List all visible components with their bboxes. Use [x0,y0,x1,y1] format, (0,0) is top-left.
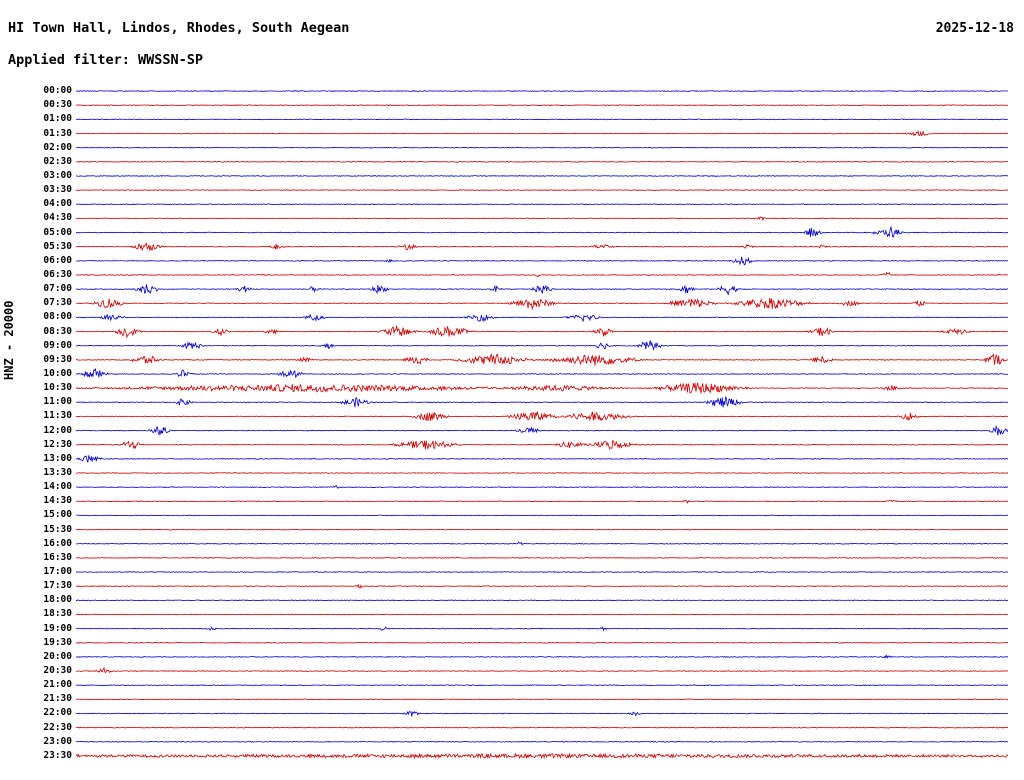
time-tick-label: 00:00 [43,85,72,97]
time-tick-label: 13:00 [43,452,72,464]
time-tick-label: 05:30 [43,240,72,252]
trace-line [76,204,1008,205]
time-tick-label: 10:30 [43,382,72,394]
time-tick-label: 14:00 [43,481,72,493]
time-tick-label: 16:00 [43,537,72,549]
trace-line [76,500,1008,503]
time-tick-label: 21:30 [43,693,72,705]
trace-line [76,298,1008,309]
time-tick-label: 07:00 [43,283,72,295]
trace-line [76,426,1008,435]
time-tick-label: 13:30 [43,467,72,478]
time-tick-label: 21:00 [43,679,72,691]
time-tick-label: 16:30 [43,551,72,563]
trace-line [76,161,1008,162]
time-tick-label: 03:00 [43,169,72,181]
trace-line [76,176,1008,177]
filter-label: Applied filter: WWSSN-SP [8,52,204,68]
trace-line [76,326,1008,337]
time-tick-label: 17:30 [43,580,72,592]
time-tick-label: 20:30 [43,665,72,677]
trace-line [76,315,1008,321]
trace-line [76,147,1008,148]
helicorder-plot [76,84,1008,763]
time-tick-label: 22:30 [43,721,72,733]
trace-line [76,273,1008,277]
trace-line [76,600,1008,601]
time-tick-label: 01:30 [43,127,72,139]
trace-line [76,668,1008,672]
time-tick-label: 04:00 [43,198,72,210]
time-tick-label: 09:30 [43,353,72,365]
time-tick-label: 11:00 [43,396,72,408]
seismogram-traces [76,84,1008,763]
time-tick-label: 23:00 [43,735,72,747]
time-tick-label: 20:00 [43,650,72,662]
time-tick-label: 07:30 [43,297,72,309]
trace-line [76,473,1008,474]
time-tick-label: 06:00 [43,254,72,266]
time-tick-label: 12:30 [43,438,72,450]
trace-line [76,227,1008,237]
trace-line [76,642,1008,643]
trace-line [76,685,1008,686]
trace-line [76,712,1008,717]
trace-line [76,217,1008,220]
time-tick-label: 09:00 [43,339,72,351]
trace-line [76,542,1008,545]
trace-line [76,627,1008,630]
trace-line [76,119,1008,120]
trace-line [76,656,1008,658]
trace-line [76,585,1008,588]
trace-line [76,190,1008,191]
trace-line [76,455,1008,462]
time-tick-label: 18:30 [43,608,72,620]
time-tick-label: 06:30 [43,268,72,280]
trace-line [76,369,1008,377]
time-tick-labels [0,84,72,763]
time-tick-label: 01:00 [43,113,72,125]
trace-line [76,243,1008,250]
time-tick-label: 22:00 [43,707,72,719]
time-tick-label: 11:30 [43,410,72,422]
time-tick-label: 04:30 [43,212,72,224]
page-title: HI Town Hall, Lindos, Rhodes, South Aegean [8,20,350,36]
y-axis-label: HNZ - 20000 [2,300,16,380]
trace-line [76,257,1008,265]
trace-line [76,572,1008,573]
trace-line [76,614,1008,615]
trace-line [76,284,1008,294]
time-tick-label: 02:30 [43,155,72,167]
time-tick-label: 08:30 [43,325,72,337]
date-label: 2025-12-18 [935,21,1014,36]
time-tick-label: 23:30 [43,749,72,761]
trace-line [76,741,1008,742]
time-tick-label: 10:00 [43,367,72,379]
trace-line [76,340,1008,349]
trace-line [76,354,1008,366]
trace-line [76,91,1008,92]
trace-line [76,486,1008,489]
time-tick-label: 08:00 [43,311,72,323]
trace-line [76,727,1008,728]
time-tick-label: 00:30 [43,99,72,111]
time-tick-label: 18:00 [43,594,72,606]
time-tick-label: 15:30 [43,523,72,535]
trace-line [76,441,1008,450]
time-tick-label: 17:00 [43,566,72,578]
trace-line [76,105,1008,106]
trace-line [76,383,1008,394]
time-tick-label: 12:00 [43,424,72,436]
trace-line [76,529,1008,530]
trace-line [76,397,1008,408]
time-tick-label: 05:00 [43,226,72,238]
trace-line [76,699,1008,700]
time-tick-label: 03:30 [43,184,72,196]
time-tick-label: 02:00 [43,141,72,153]
time-tick-label: 14:30 [43,495,72,507]
trace-line [76,754,1008,758]
trace-line [76,412,1008,422]
time-tick-label: 19:00 [43,622,72,634]
time-tick-label: 19:30 [43,636,72,648]
time-tick-label: 15:00 [43,509,72,521]
trace-line [76,515,1008,516]
trace-line [76,558,1008,559]
trace-line [76,131,1008,135]
